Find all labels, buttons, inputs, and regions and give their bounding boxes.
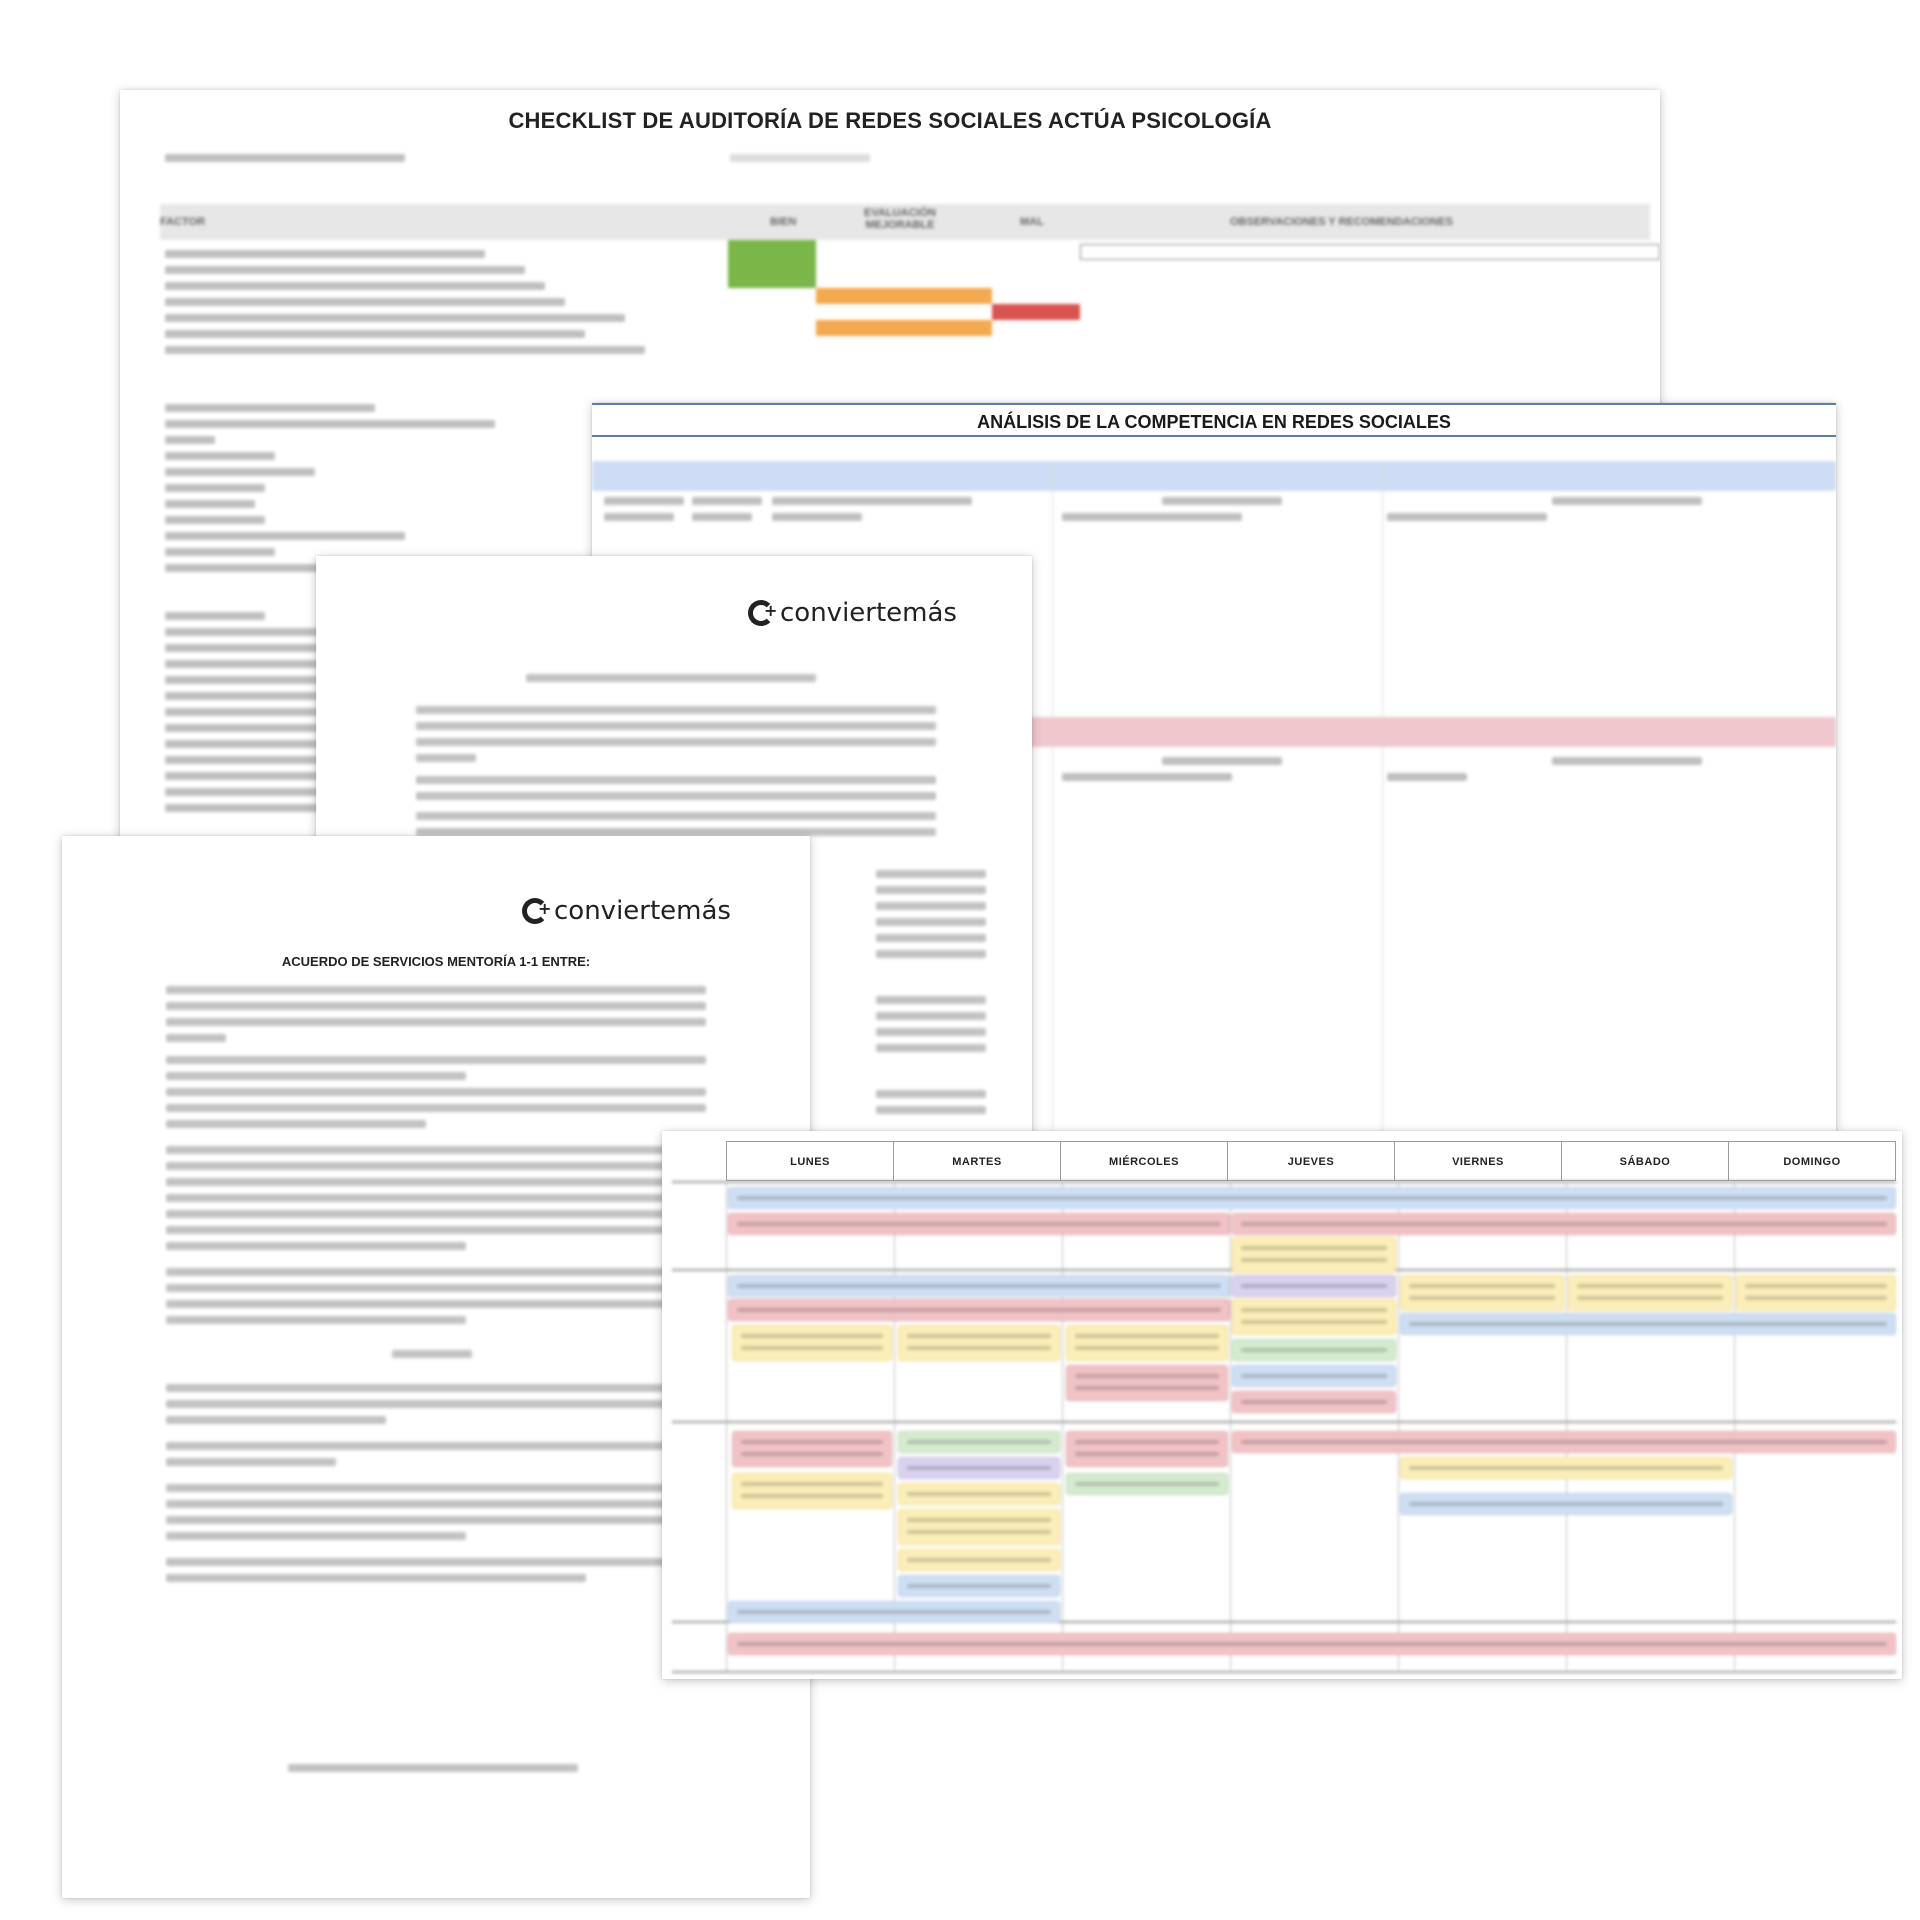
- cell-bien: [728, 240, 816, 288]
- audit-table-header: [160, 204, 1650, 240]
- calendar-event[interactable]: [898, 1549, 1060, 1571]
- day-domingo: DOMINGO: [1728, 1141, 1896, 1181]
- col-bien: BIEN: [770, 216, 797, 228]
- calendar-event[interactable]: [732, 1325, 892, 1361]
- calendar-event[interactable]: [1232, 1431, 1896, 1453]
- day-miercoles: MIÉRCOLES: [1060, 1141, 1227, 1181]
- calendar-event[interactable]: [1232, 1299, 1396, 1335]
- calendar-event[interactable]: [728, 1633, 1896, 1655]
- day-jueves: JUEVES: [1227, 1141, 1394, 1181]
- calendar-event[interactable]: [1400, 1493, 1732, 1515]
- calendar-grid: [672, 1181, 1896, 1669]
- calendar-event[interactable]: [1400, 1457, 1732, 1479]
- logo-text: conviertemás: [554, 896, 731, 926]
- calendar-event[interactable]: [1066, 1431, 1228, 1467]
- cell-mal: [992, 304, 1080, 320]
- day-sabado: SÁBADO: [1561, 1141, 1728, 1181]
- calendar-event[interactable]: [732, 1473, 892, 1509]
- calendar-event[interactable]: [728, 1601, 1060, 1623]
- calendar-event[interactable]: [1232, 1275, 1396, 1297]
- calendar-event[interactable]: [1400, 1275, 1564, 1311]
- calendar-event[interactable]: [898, 1431, 1060, 1453]
- calendar-event[interactable]: [1568, 1275, 1732, 1311]
- calendar-event[interactable]: [1736, 1275, 1896, 1311]
- calendar-event[interactable]: [728, 1299, 1230, 1321]
- facebook-band: [592, 461, 1836, 491]
- logo-text: conviertemás: [780, 598, 957, 628]
- calendar-event[interactable]: [1400, 1313, 1896, 1335]
- calendar-event[interactable]: [898, 1509, 1060, 1545]
- weekly-calendar-sheet: [662, 1131, 1902, 1679]
- calendar-event[interactable]: [898, 1575, 1060, 1597]
- calendar-event[interactable]: [898, 1325, 1060, 1361]
- calendar-event[interactable]: [1232, 1391, 1396, 1413]
- calendar-event[interactable]: [732, 1431, 892, 1467]
- cell-mejorable: [816, 320, 992, 336]
- calendar-event[interactable]: [898, 1457, 1060, 1479]
- col-observaciones: OBSERVACIONES Y RECOMENDACIONES: [1230, 216, 1453, 228]
- day-lunes: LUNES: [726, 1141, 893, 1181]
- calendar-event[interactable]: [1232, 1365, 1396, 1387]
- col-factor: FACTOR: [160, 216, 206, 228]
- col-mejorable: EVALUACIÓN MEJORABLE: [864, 207, 936, 231]
- calendar-event[interactable]: [1232, 1237, 1396, 1273]
- competition-sheet-title: ANÁLISIS DE LA COMPETENCIA EN REDES SOCIALES: [592, 409, 1836, 437]
- day-viernes: VIERNES: [1394, 1141, 1561, 1181]
- calendar-event[interactable]: [1066, 1325, 1228, 1361]
- col-mal: MAL: [1020, 216, 1044, 228]
- calendar-event[interactable]: [898, 1483, 1060, 1505]
- audit-sheet-title: CHECKLIST DE AUDITORÍA DE REDES SOCIALES ACTÚA PSICOLOGÍA: [508, 108, 1272, 133]
- calendar-event[interactable]: [1066, 1365, 1228, 1401]
- day-martes: MARTES: [893, 1141, 1060, 1181]
- calendar-event[interactable]: [1232, 1339, 1396, 1361]
- calendar-event[interactable]: [728, 1275, 1230, 1297]
- cell-mejorable: [816, 288, 992, 304]
- calendar-event[interactable]: [1066, 1473, 1228, 1495]
- contract-title: ACUERDO DE SERVICIOS MENTORÍA 1-1 ENTRE:: [281, 954, 591, 969]
- calendar-event[interactable]: [728, 1213, 1230, 1235]
- calendar-day-header: [726, 1141, 1896, 1181]
- calendar-event[interactable]: [728, 1187, 1896, 1209]
- calendar-event[interactable]: [1232, 1213, 1896, 1235]
